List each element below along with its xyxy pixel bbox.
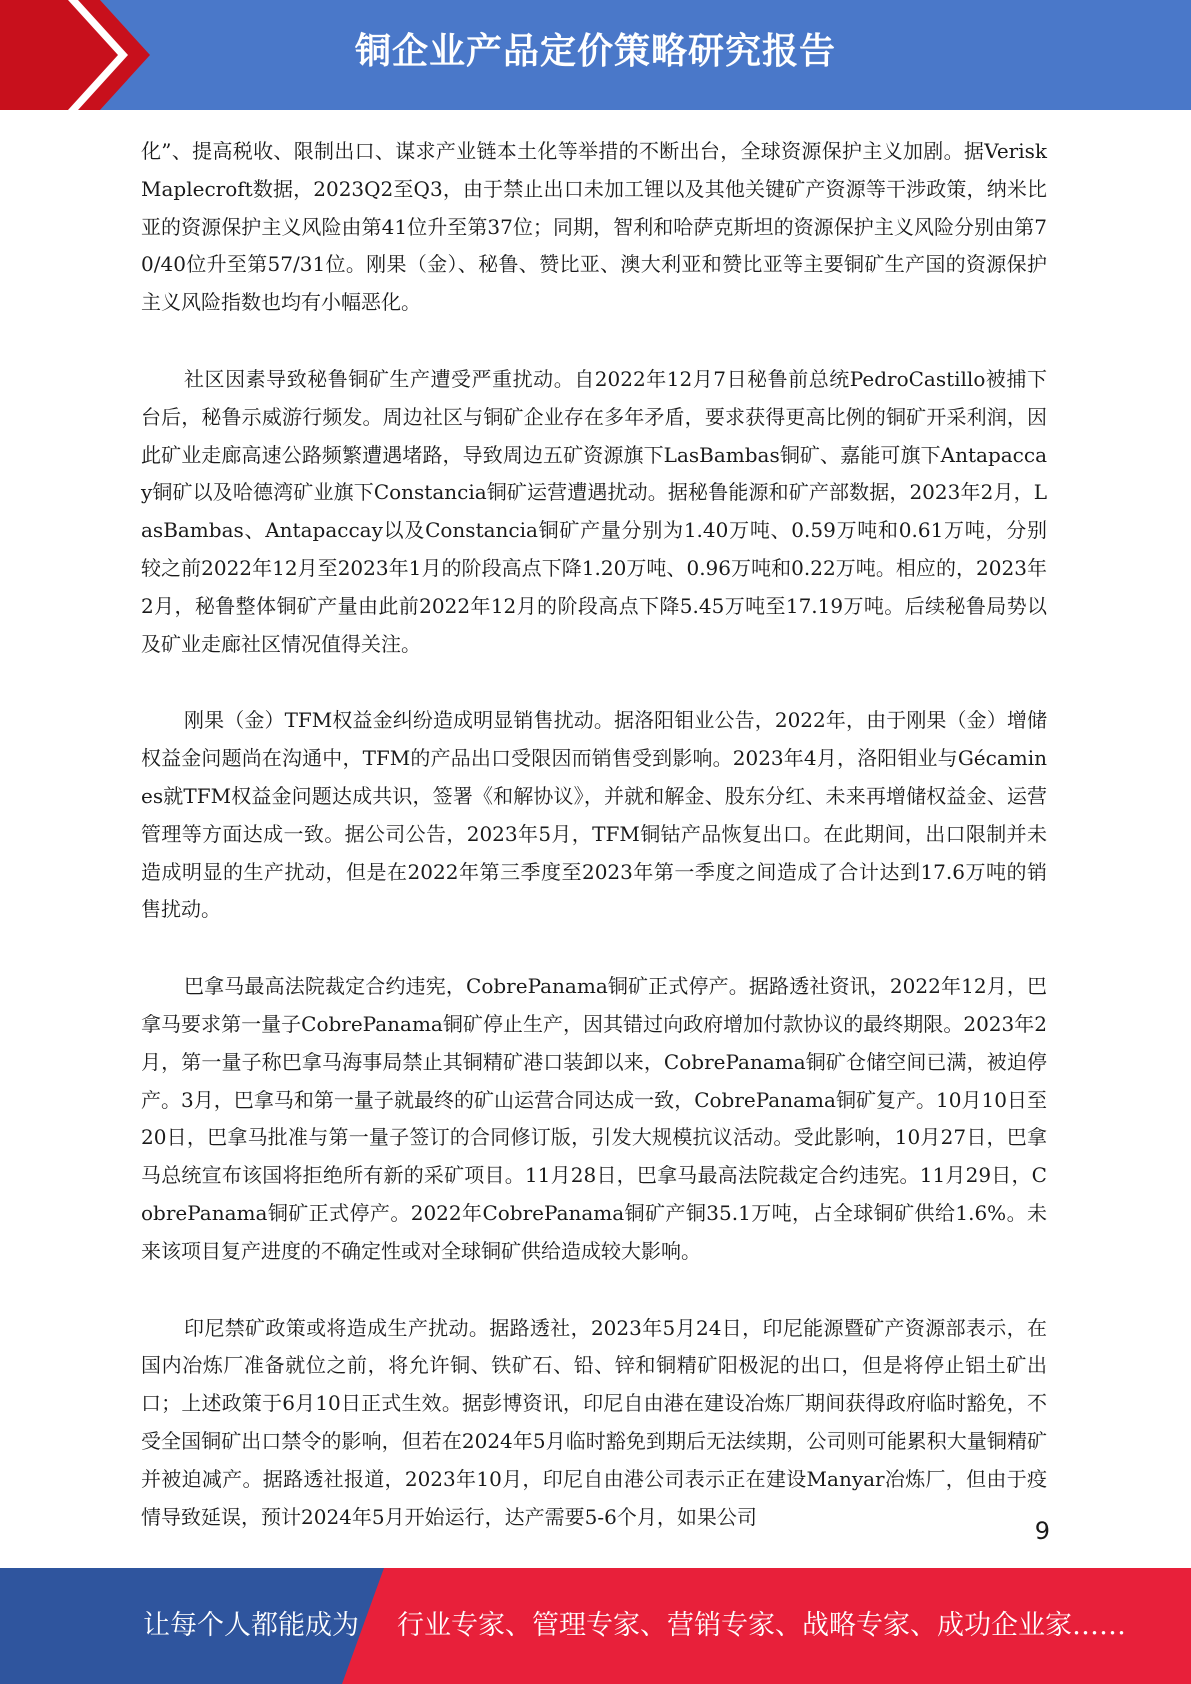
report-title: 铜企业产品定价策略研究报告 <box>354 31 836 72</box>
header-band <box>0 0 1191 110</box>
footer-slogan-right: 行业专家、管理专家、营销专家、战略专家、成功企业家…… <box>397 1610 1126 1641</box>
footer-slogan-left: 让每个人都能成为 <box>143 1610 359 1641</box>
paragraph-2: 社区因素导致秘鲁铜矿生产遭受严重扰动。自2022年12月7日秘鲁前总统PedroCastillo被捕下台后，秘鲁示威游行频发。周边社区与铜矿企业存在多年矛盾，要求获得更高比例的铜矿开采利润，因此矿业走廊高速公路频繁遭遇堵路，导致周边五矿资源旗下LasBambas铜矿、嘉能可旗下Antapaccay铜矿以及哈德湾矿业旗下Constancia铜矿运营遭遇扰动。据秘鲁能源和矿产部数据，2023年2月，LasBambas、Antapaccay以及Constancia铜矿产量分别为1.40万吨、0.59万吨和0.61万吨，分别较之前2022年12月至2023年1月的阶段高点下降1.20万吨、0.96万吨和0.22万吨。相应的，2023年2月，秘鲁整体铜矿产量由此前2022年12月的阶段高点下降5.45万吨至17.19万吨。后续秘鲁局势以及矿业走廊社区情况值得关注。 <box>141 366 1047 656</box>
page-number: 9 <box>1034 1517 1050 1545</box>
paragraph-1: 化”、提高税收、限制出口、谋求产业链本土化等举措的不断出台，全球资源保护主义加剧。据VeriskMaplecroft数据，2023Q2至Q3，由于禁止出口未加工锂以及其他关键矿产资源等干涉政策，纳米比亚的资源保护主义风险由第41位升至第37位；同期，智利和哈萨克斯坦的资源保护主义风险分别由第70/40位升至第57/31位。刚果（金）、秘鲁、赞比亚、澳大利亚和赞比亚等主要铜矿生产国的资源保护主义风险指数也均有小幅恶化。 <box>141 139 1047 315</box>
paragraph-5: 印尼禁矿政策或将造成生产扰动。据路透社，2023年5月24日，印尼能源暨矿产资源部表示，在国内冶炼厂准备就位之前，将允许铜、铁矿石、铅、锌和铜精矿阳极泥的出口，但是将停止铝土矿出口；上述政策于6月10日正式生效。据彭博资讯，印尼自由港在建设冶炼厂期间获得政府临时豁免，不受全国铜矿出口禁令的影响，但若在2024年5月临时豁免到期后无法续期，公司则可能累积大量铜精矿并被迫减产。据路透社报道，2023年10月，印尼自由港公司表示正在建设Manyar冶炼厂，但由于疫情导致延误，预计2024年5月开始运行，达产需要5-6个月，如果公司 <box>141 1315 1047 1529</box>
paragraph-3: 刚果（金）TFM权益金纠纷造成明显销售扰动。据洛阳钼业公告，2022年，由于刚果（金）增储权益金问题尚在沟通中，TFM的产品出口受限因而销售受到影响。2023年4月，洛阳钼业与Gécamines就TFM权益金问题达成共识，签署《和解协议》，并就和解金、股东分红、未来再增储权益金、运营管理等方面达成一致。据公司公告，2023年5月，TFM铜钴产品恢复出口。在此期间，出口限制并未造成明显的生产扰动，但是在2022年第三季度至2023年第一季度之间造成了合计达到17.6万吨的销售扰动。 <box>141 708 1047 922</box>
paragraph-4: 巴拿马最高法院裁定合约违宪，CobrePanama铜矿正式停产。据路透社资讯，2022年12月，巴拿马要求第一量子CobrePanama铜矿停止生产，因其错过向政府增加付款协议的最终期限。2023年2月，第一量子称巴拿马海事局禁止其铜精矿港口装卸以来，CobrePanama铜矿仓储空间已满，被迫停产。3月，巴拿马和第一量子就最终的矿山运营合同达成一致，CobrePanama铜矿复产。10月10日至20日，巴拿马批准与第一量子签订的合同修订版，引发大规模抗议活动。受此影响，10月27日，巴拿马总统宣布该国将拒绝所有新的采矿项目。11月28日，巴拿马最高法院裁定合约违宪。11月29日，CobrePanama铜矿正式停产。2022年CobrePanama铜矿产铜35.1万吨，占全球铜矿供给1.6%。未来该项目复产进度的不确定性或对全球铜矿供给造成较大影响。 <box>141 974 1047 1263</box>
body-content <box>141 133 1047 1536</box>
footer-band <box>0 1568 1191 1684</box>
